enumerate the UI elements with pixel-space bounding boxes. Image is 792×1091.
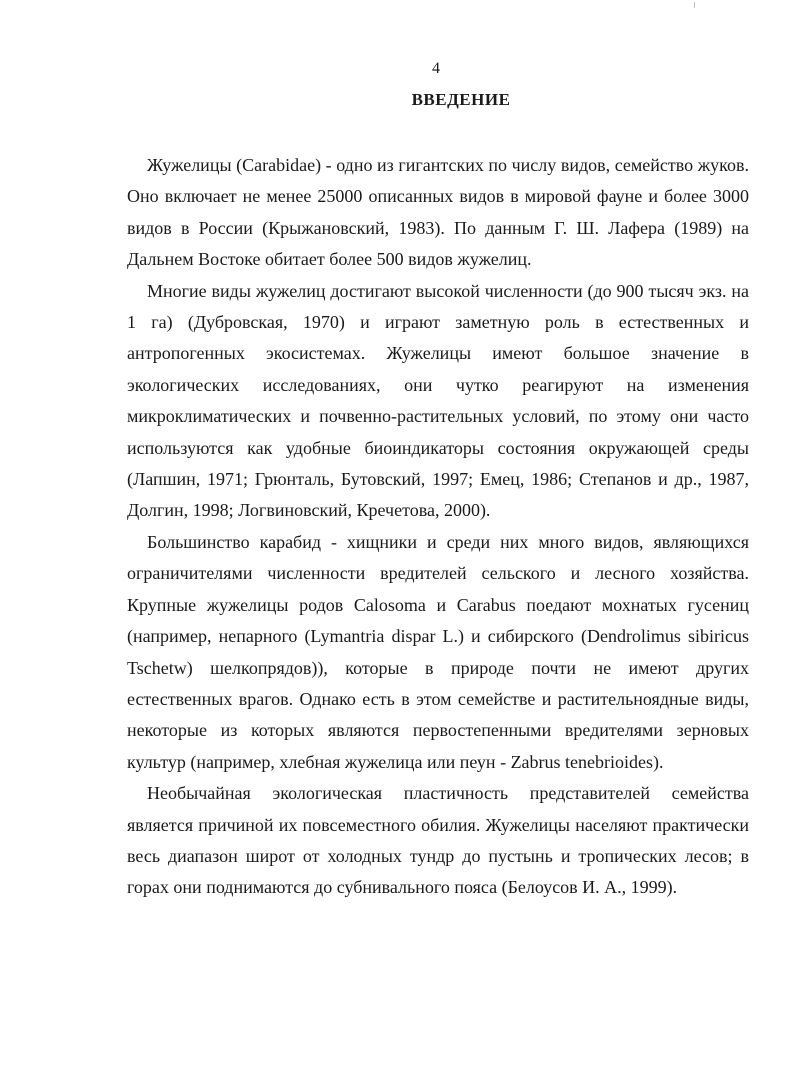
page-title: ВВЕДЕНИЕ (411, 90, 511, 109)
page-number: 4 (432, 60, 440, 77)
scan-mark (694, 2, 695, 8)
body-text (127, 150, 749, 904)
paragraph-1: Жужелицы (Carabidae) - одно из гигантских по числу видов, семейство жуков. Оно включает не менее 25000 описанных видов в мировой фауне и более 3000 видов в России (Крыжановский, 1983). По данным Г. Ш. Лафера (1989) на Дальнем Востоке обитает более 500 видов жужелиц. (127, 155, 749, 270)
paragraph-3: Большинство карабид - хищники и среди них много видов, являющихся ограничителями численности вредителей сельского и лесного хозяйства. Крупные жужелицы родов Calosoma и Carabus поедают мохнатых гусениц (например, непарного (Lymantria dispar L.) и сибирского (Dendrolimus sibiricus Tschetw) шелкопрядов)), которые в природе почти не имеют других естественных врагов. Однако есть в этом семействе и растительноядные виды, некоторые из которых являются первостепенными вредителями зерновых культур (например, хлебная жужелица или пеун - Zabrus tenebrioides). (127, 531, 749, 772)
paragraph-2: Многие виды жужелиц достигают высокой численности (до 900 тысяч экз. на 1 га) (Дубровская, 1970) и играют заметную роль в естественных и антропогенных экосистемах. Жужелицы имеют большое значение в экологических исследованиях, они чутко реагируют на изменения микроклиматических и почвенно-растительных условий, по этому они часто используются как удобные биоиндикаторы состояния окружающей среды (Лапшин, 1971; Грюнталь, Бутовский, 1997; Емец, 1986; Степанов и др., 1987, Долгин, 1998; Логвиновский, Кречетова, 2000). (127, 280, 749, 521)
paragraph-4: Необычайная экологическая пластичность представителей семейства является причиной их повсеместного обилия. Жужелицы населяют практически весь диапазон широт от холодных тундр до пустынь и тропических лесов; в горах они поднимаются до субнивального пояса (Белоусов И. А., 1999). (127, 783, 749, 898)
